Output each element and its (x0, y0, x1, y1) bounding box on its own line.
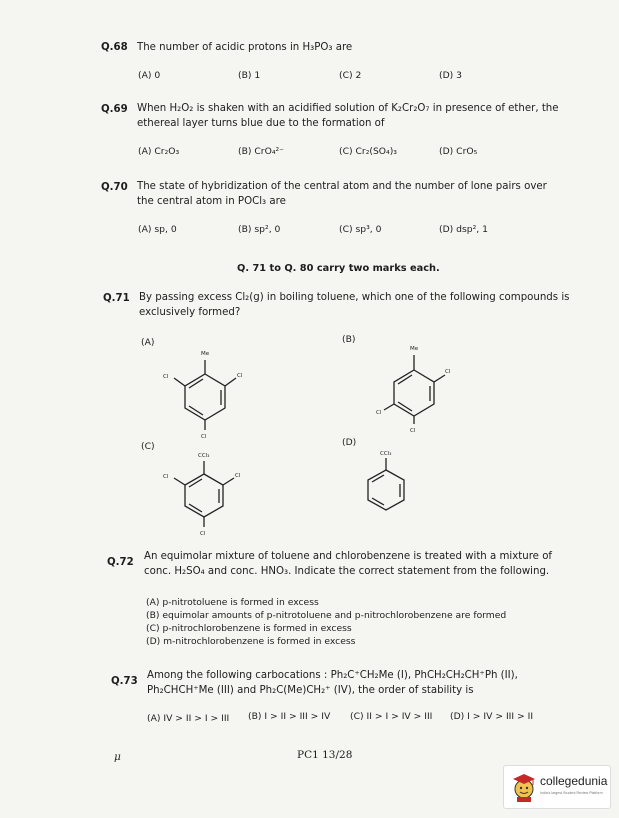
option-b-73: (B) I > II > III > IV (248, 711, 331, 722)
label-b-71: (B) (342, 334, 356, 345)
question-number-73: Q.73 (111, 676, 138, 687)
mol-c-top: CCl₃ (198, 453, 210, 459)
question-text-73-line2: Ph₂CHCH⁺Me (III) and Ph₂C(Me)CH₂⁺ (IV), the order of stability is (147, 685, 474, 696)
mol-c-left: Cl (163, 474, 169, 480)
logo-tagline: India's largest Student Review Platform (540, 791, 603, 795)
question-text-70-line2: the central atom in POCl₃ are (137, 196, 286, 207)
mol-a-top: Me (201, 351, 210, 357)
option-b-70: (B) sp², 0 (238, 224, 281, 235)
molecule-d (352, 446, 422, 516)
mol-b-top: Me (410, 346, 419, 352)
question-text-73-line1: Among the following carbocations : Ph₂C⁺CH₂Me (I), PhCH₂CH₂CH⁺Ph (II), (147, 670, 518, 681)
option-c-72: (C) p-nitrochlorobenzene is formed in excess (146, 623, 352, 634)
option-c-69: (C) Cr₂(SO₄)₃ (339, 146, 397, 157)
question-number-69: Q.69 (101, 104, 128, 115)
molecule-a (150, 344, 260, 444)
option-d-73: (D) I > IV > III > II (450, 711, 534, 722)
collegedunia-logo[interactable] (503, 765, 611, 809)
question-number-72: Q.72 (107, 557, 134, 568)
marks-note: Q. 71 to Q. 80 carry two marks each. (237, 263, 440, 274)
logo-text: collegedunia (540, 774, 608, 788)
question-number-70: Q.70 (101, 182, 128, 193)
mol-c-right: Cl (235, 473, 241, 479)
option-d-70: (D) dsp², 1 (439, 224, 488, 235)
option-b-69: (B) CrO₄²⁻ (238, 146, 285, 157)
question-text-68: The number of acidic protons in H₃PO₃ are (137, 42, 353, 53)
mol-a-left: Cl (163, 374, 169, 380)
option-b-68: (B) 1 (238, 70, 261, 81)
question-number-71: Q.71 (103, 293, 130, 304)
mol-b-right: Cl (445, 369, 451, 375)
question-text-69-line1: When H₂O₂ is shaken with an acidified solution of K₂Cr₂O₇ in presence of ether, the (137, 103, 559, 114)
option-a-68: (A) 0 (138, 70, 161, 81)
question-text-71-line1: By passing excess Cl₂(g) in boiling toluene, which one of the following compounds is (139, 292, 570, 303)
mol-d-top: CCl₃ (380, 451, 392, 457)
footer-mark: μ (114, 751, 121, 763)
molecule-b (362, 340, 472, 440)
graduate-cap-icon (511, 771, 537, 803)
option-a-69: (A) Cr₂O₃ (138, 146, 180, 157)
mol-a-right: Cl (237, 373, 243, 379)
option-a-70: (A) sp, 0 (138, 224, 177, 235)
option-d-69: (D) CrO₅ (439, 146, 478, 157)
option-d-72: (D) m-nitrochlorobenzene is formed in excess (146, 636, 356, 647)
label-d-71: (D) (342, 437, 357, 448)
option-c-73: (C) II > I > IV > III (350, 711, 433, 722)
label-c-71: (C) (141, 441, 155, 452)
label-a-71: (A) (141, 337, 155, 348)
mol-b-left: Cl (376, 410, 382, 416)
option-d-68: (D) 3 (439, 70, 463, 81)
question-text-72-line1: An equimolar mixture of toluene and chlorobenzene is treated with a mixture of (144, 551, 553, 562)
mol-a-bottom: Cl (201, 434, 207, 440)
question-text-69-line2: ethereal layer turns blue due to the formation of (137, 118, 385, 129)
question-number-68: Q.68 (101, 42, 128, 53)
option-c-68: (C) 2 (339, 70, 362, 81)
page-number: PC1 13/28 (297, 749, 353, 761)
question-text-70-line1: The state of hybridization of the central atom and the number of lone pairs over (137, 181, 547, 192)
mol-b-bottom: Cl (410, 428, 416, 434)
question-text-71-line2: exclusively formed? (139, 307, 241, 318)
option-a-72: (A) p-nitrotoluene is formed in excess (146, 597, 319, 608)
option-a-73: (A) IV > II > I > III (147, 713, 230, 724)
option-b-72: (B) equimolar amounts of p-nitrotoluene and p-nitrochlorobenzene are formed (146, 610, 507, 621)
mol-c-bottom: Cl (200, 531, 206, 537)
question-text-72-line2: conc. H₂SO₄ and conc. HNO₃. Indicate the correct statement from the following. (144, 566, 550, 577)
molecule-c (150, 448, 260, 540)
option-c-70: (C) sp³, 0 (339, 224, 382, 235)
